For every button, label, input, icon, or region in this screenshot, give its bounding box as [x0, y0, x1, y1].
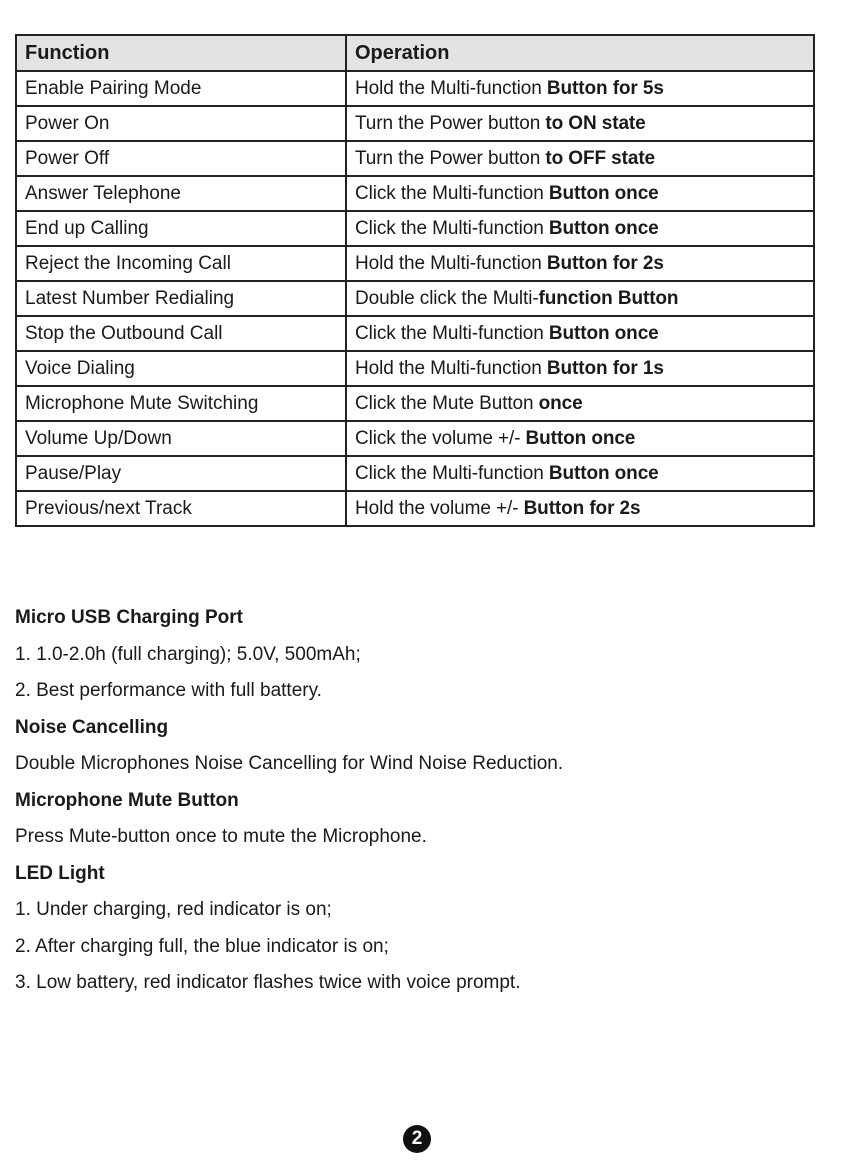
table-row: [16, 281, 814, 316]
operation-emphasis: once: [538, 393, 583, 414]
operation-column-header: Operation: [346, 35, 814, 71]
operation-cell: [346, 246, 814, 281]
usb-line-2: 2. Best performance with full battery.: [15, 680, 322, 701]
function-cell: Pause/Play: [16, 456, 346, 491]
operation-cell: [346, 491, 814, 526]
table-row: [16, 351, 814, 386]
table-row: [16, 456, 814, 491]
table-body: [16, 71, 814, 526]
operation-cell: [346, 456, 814, 491]
led-line-2: 2. After charging full, the blue indicator is on;: [15, 935, 389, 957]
table-row: [16, 211, 814, 246]
operation-cell: [346, 316, 814, 351]
operation-text: Hold the Multi-function: [355, 253, 547, 274]
operation-cell: [346, 211, 814, 246]
table-row: [16, 106, 814, 141]
operation-emphasis: Button once: [548, 463, 659, 484]
function-column-header: Function: [16, 35, 346, 71]
table-row: [16, 421, 814, 456]
function-cell: Power Off: [16, 141, 346, 176]
operation-emphasis: Button for 2s: [523, 498, 641, 519]
operation-text: Hold the volume +/-: [355, 498, 524, 519]
function-cell: Voice Dialing: [16, 351, 346, 386]
operation-cell: [346, 421, 814, 456]
noise-section-title: Noise Cancelling: [15, 716, 169, 738]
table-row: [16, 246, 814, 281]
operation-text: Click the Multi-function: [355, 218, 549, 239]
operation-cell: [346, 176, 814, 211]
operation-cell: [346, 351, 814, 386]
usb-section-title: Micro USB Charging Port: [15, 607, 244, 628]
table-row: [16, 71, 814, 106]
usb-line-1: 1. 1.0-2.0h (full charging); 5.0V, 500mAh;: [15, 643, 361, 665]
led-section-title: LED Light: [15, 862, 105, 884]
operation-emphasis: Button once: [548, 183, 659, 204]
operation-emphasis: Button once: [525, 428, 636, 449]
operation-text: Turn the Power button: [355, 148, 546, 169]
operation-emphasis: to OFF state: [545, 148, 656, 169]
noise-line-1: Double Microphones Noise Cancelling for Wind Noise Reduction.: [15, 753, 564, 774]
operation-cell: [346, 71, 814, 106]
function-cell: Answer Telephone: [16, 176, 346, 211]
operation-emphasis: Button for 2s: [546, 253, 664, 274]
function-cell: Power On: [16, 106, 346, 141]
operation-text: Click the Mute Button: [355, 393, 539, 414]
operation-cell: [346, 141, 814, 176]
operation-text: Click the Multi-function: [355, 323, 549, 344]
operation-emphasis: function Button: [538, 288, 679, 309]
operation-text: Click the volume +/-: [355, 428, 526, 449]
operation-text: Click the Multi-function: [355, 463, 549, 484]
operation-cell: [346, 386, 814, 421]
operation-cell: [346, 106, 814, 141]
function-cell: Reject the Incoming Call: [16, 246, 346, 281]
table-header-row: [16, 35, 814, 71]
function-cell: Enable Pairing Mode: [16, 71, 346, 106]
operation-emphasis: Button once: [548, 323, 659, 344]
mute-line-1: Press Mute-button once to mute the Microphone.: [15, 826, 427, 847]
operation-emphasis: Button once: [548, 218, 659, 239]
operation-cell: [346, 281, 814, 316]
led-line-1: 1. Under charging, red indicator is on;: [15, 899, 332, 920]
operation-text: Click the Multi-function: [355, 183, 549, 204]
operation-emphasis: Button for 5s: [546, 78, 664, 99]
function-cell: Volume Up/Down: [16, 421, 346, 456]
operation-text: Double click the Multi-: [355, 288, 539, 309]
function-operation-table: [15, 34, 815, 527]
operation-emphasis: to ON state: [545, 113, 646, 134]
operation-text: Hold the Multi-function: [355, 78, 547, 99]
operation-text: Hold the Multi-function: [355, 358, 547, 379]
function-cell: End up Calling: [16, 211, 346, 246]
table-row: [16, 176, 814, 211]
led-line-3: 3. Low battery, red indicator flashes twice with voice prompt.: [15, 972, 521, 993]
operation-text: Turn the Power button: [355, 113, 546, 134]
mute-section-title: Microphone Mute Button: [15, 789, 239, 811]
page-number-badge: 2: [403, 1125, 431, 1153]
table-row: [16, 491, 814, 526]
operation-emphasis: Button for 1s: [546, 358, 664, 379]
feature-notes: [15, 600, 835, 1002]
function-cell: Latest Number Redialing: [16, 281, 346, 316]
function-cell: Previous/next Track: [16, 491, 346, 526]
function-cell: Stop the Outbound Call: [16, 316, 346, 351]
table-row: [16, 141, 814, 176]
table-row: [16, 386, 814, 421]
function-cell: Microphone Mute Switching: [16, 386, 346, 421]
table-row: [16, 316, 814, 351]
